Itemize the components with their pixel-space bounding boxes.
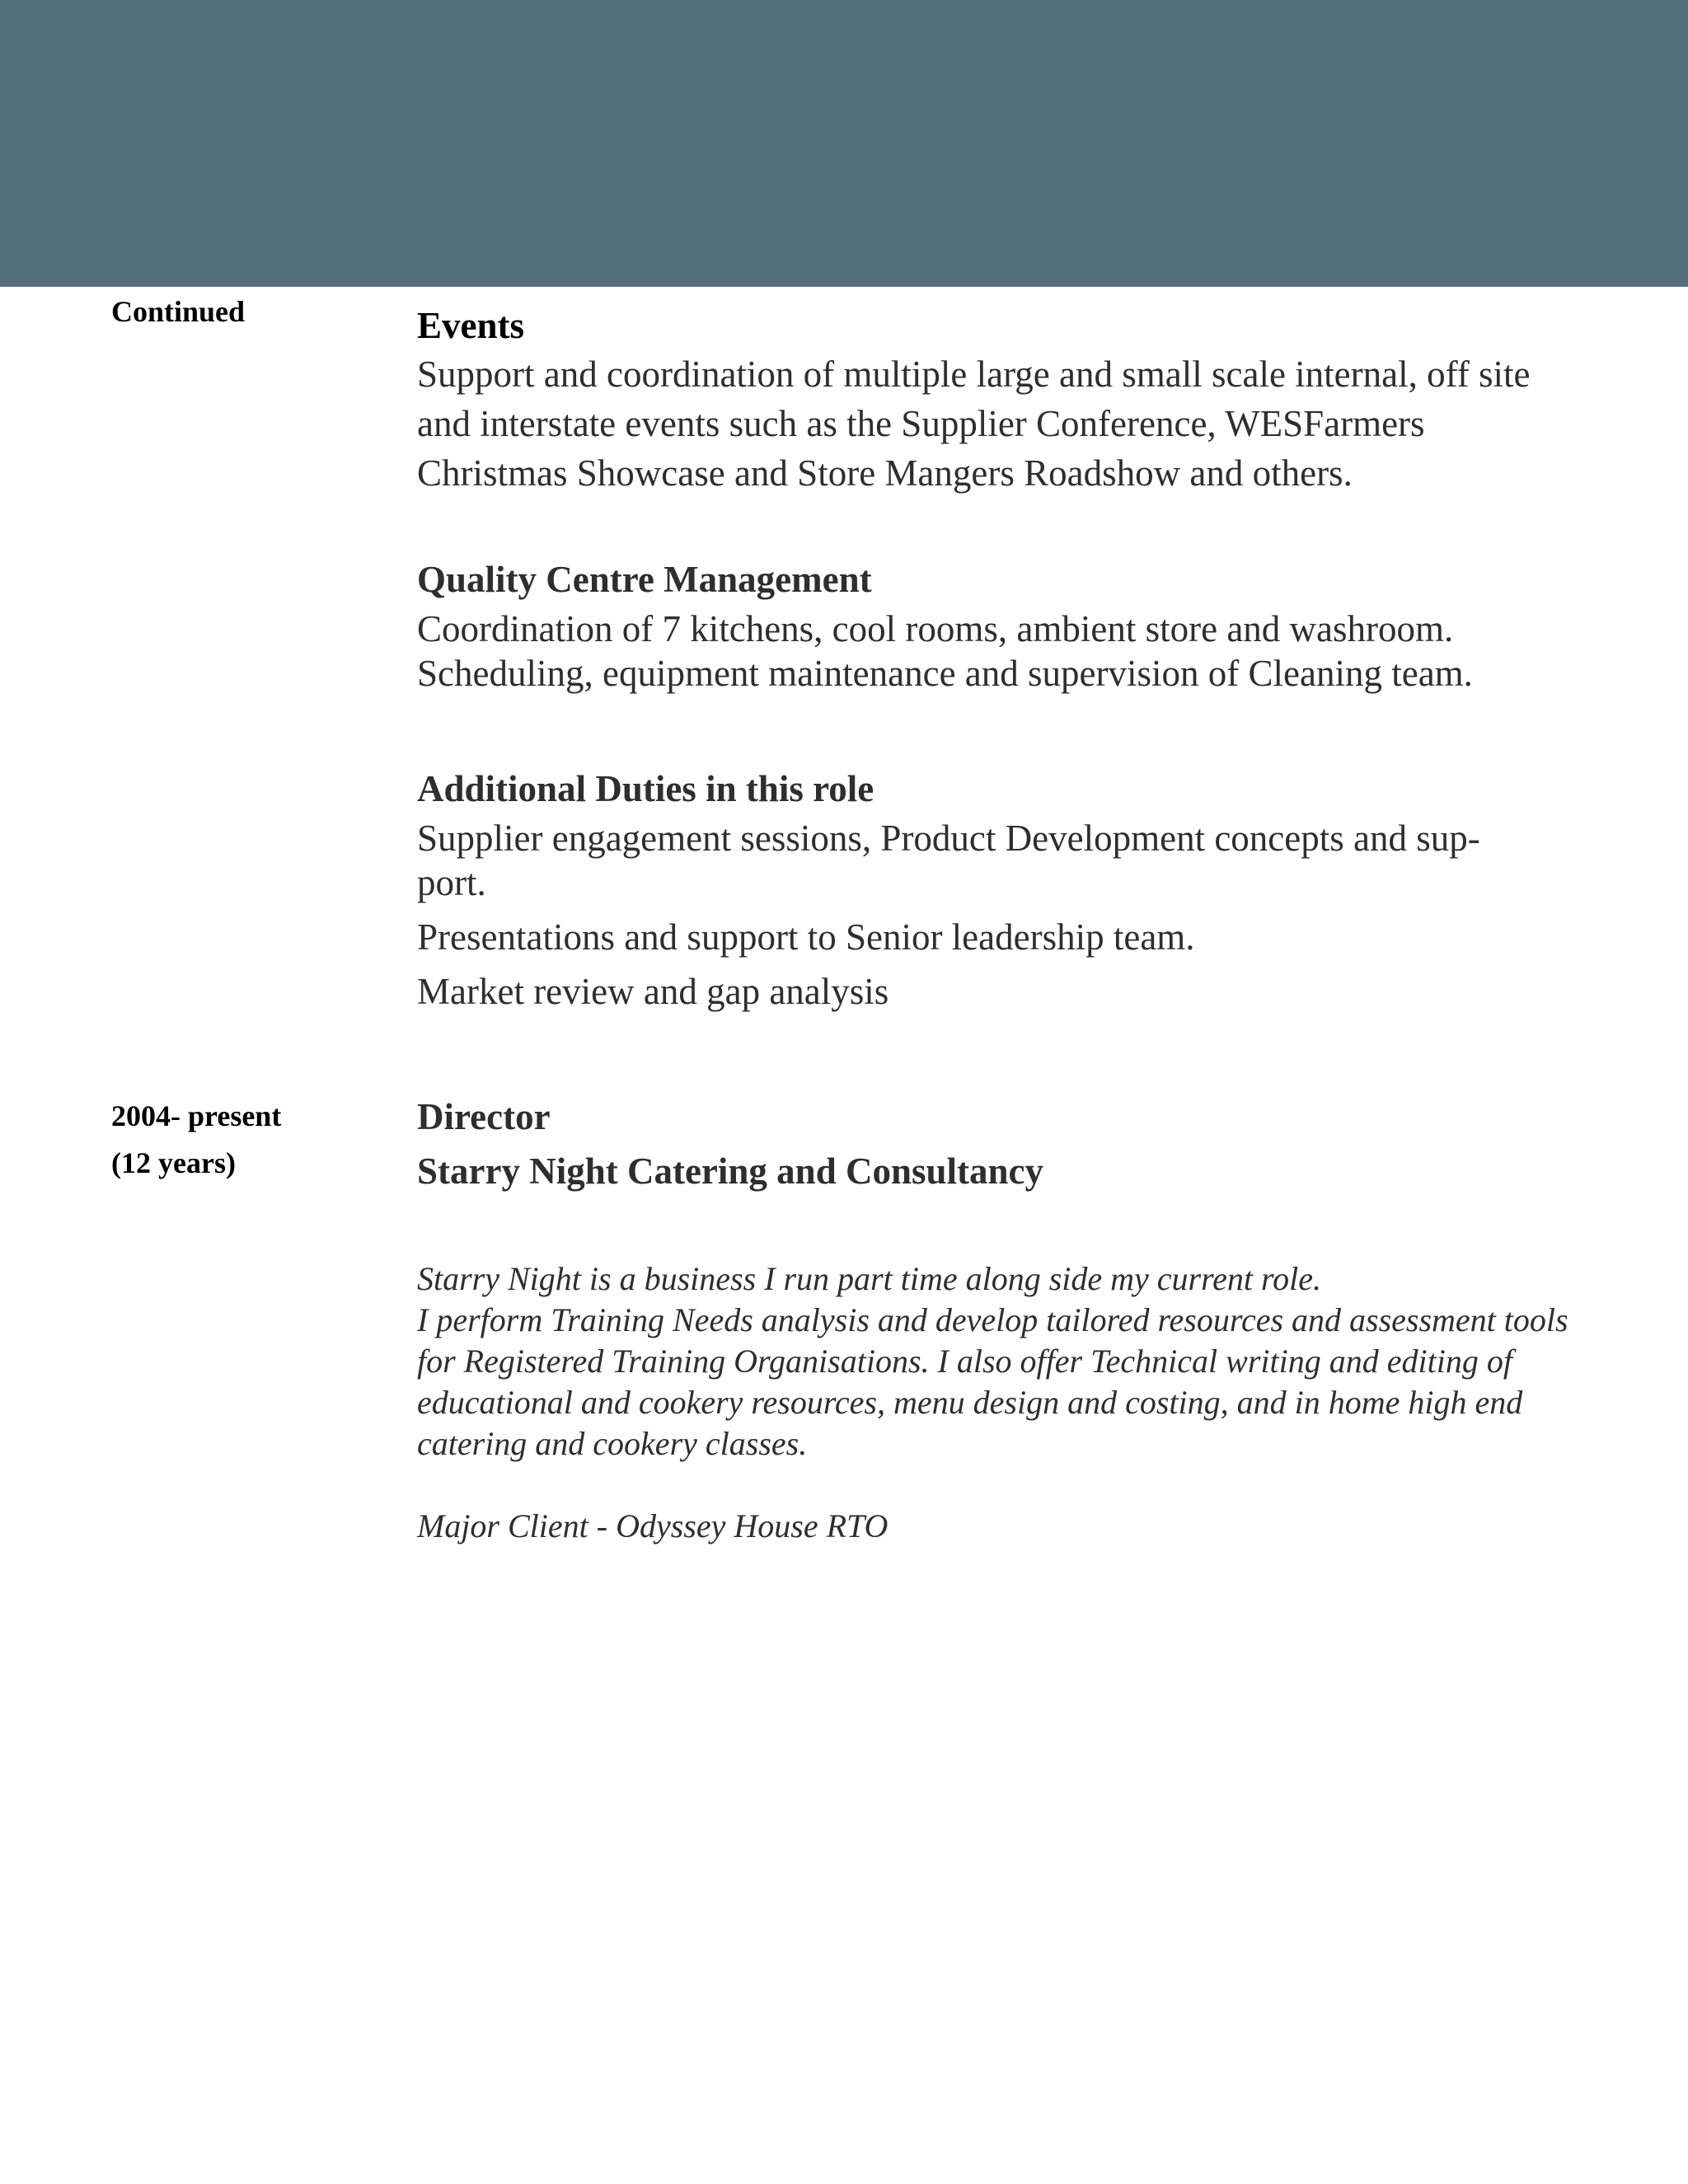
director-desc-line: I perform Training Needs analysis and develop tailored resources and assessment tools [417,1301,1568,1338]
quality-section [417,557,1587,696]
additional-heading: Additional Duties in this role [417,768,874,809]
director-description [417,1258,1629,1547]
events-line: Christmas Showcase and Store Mangers Roadshow and others. [417,452,1353,494]
duration-label: (12 years) [111,1146,236,1179]
quality-heading: Quality Centre Management [417,559,872,600]
additional-section [417,766,1587,1014]
events-line: and interstate events such as the Supplier Conference, WESFarmers [417,403,1425,444]
additional-line: port. [417,862,486,903]
director-desc-line: educational and cookery resources, menu design and costing, and in home high end [417,1384,1523,1421]
period-label: 2004- present [111,1099,282,1132]
continued-label: Continued [111,295,246,328]
director-desc-line: for Registered Training Organisations. I also offer Technical writing and editing of [417,1343,1512,1380]
additional-line: Presentations and support to Senior leadership team. [417,916,1195,958]
additional-line: Supplier engagement sessions, Product Development concepts and sup- [417,818,1480,859]
quality-line: Scheduling, equipment maintenance and supervision of Cleaning team. [417,653,1473,694]
major-client: Major Client - Odyssey House RTO [417,1507,889,1544]
header-band [0,0,1688,287]
director-title: Director [417,1096,551,1137]
quality-line: Coordination of 7 kitchens, cool rooms, ambient store and washroom. [417,608,1454,649]
director-section [417,1094,1587,1193]
events-line: Support and coordination of multiple large and small scale internal, off site [417,354,1531,395]
director-desc-line: catering and cookery classes. [417,1425,808,1462]
events-section [417,303,1587,498]
additional-line: Market review and gap analysis [417,971,889,1012]
director-desc-line: Starry Night is a business I run part time along side my current role. [417,1260,1321,1297]
events-heading: Events [417,305,525,346]
director-company: Starry Night Catering and Consultancy [417,1151,1044,1192]
